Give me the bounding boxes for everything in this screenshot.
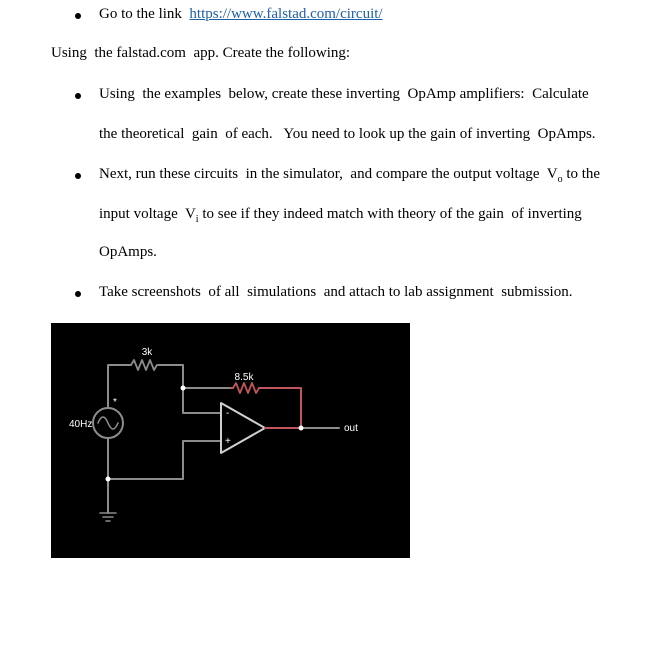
ground-icon [100, 513, 116, 521]
node [181, 386, 186, 391]
label-minus: - [226, 408, 230, 419]
circuit-screenshot [51, 323, 410, 558]
intro-text: Using the falstad.com app. Create the following: [51, 45, 351, 61]
bullet-1-line [99, 6, 383, 23]
circuit-diagram [51, 323, 410, 558]
label-source-marker: * [113, 397, 117, 408]
label-40hz: 40Hz [69, 419, 93, 430]
sine-icon [98, 417, 118, 429]
bullet-dot [75, 13, 81, 19]
bullet-1-prefix: Go to the link [99, 6, 182, 22]
wire-feedback-right [259, 388, 301, 428]
wire-to-plus [108, 438, 221, 479]
bullet-dot [75, 93, 81, 99]
resistor-8-5k [233, 383, 259, 393]
label-out: out [344, 423, 358, 434]
bullet-3-line-1-end: to the [562, 166, 601, 182]
nodes [106, 386, 304, 482]
bullet-dot [75, 291, 81, 297]
node [106, 477, 111, 482]
wire-source-top [108, 365, 131, 408]
bullet-3-line-1-text: Next, run these circuits in the simulator, and compare the output voltage V [99, 166, 558, 182]
hot-wires [231, 383, 301, 428]
subscript-i: i [195, 214, 199, 225]
node [299, 426, 304, 431]
bullet-2-line-1: Using the examples below, create these inverting OpAmp amplifiers: Calculate [99, 86, 589, 102]
wire-to-minus [183, 388, 221, 413]
resistor-3k [131, 360, 159, 370]
bullet-4-line: Take screenshots of all simulations and attach to lab assignment submission. [99, 284, 573, 300]
wire-resistor-right [159, 365, 183, 388]
falstad-link[interactable]: https://www.falstad.com/circuit/ [189, 6, 383, 22]
bullet-3-line-2-end: to see if they indeed match with theory of the gain of inverting [198, 206, 582, 222]
bullet-3-line-3: OpAmps. [99, 244, 157, 260]
bullet-3-line-2 [99, 206, 582, 225]
bullet-dot [75, 173, 81, 179]
bullet-3-line-1 [99, 166, 600, 185]
subscript-o: o [557, 174, 563, 185]
label-3k: 3k [141, 347, 153, 358]
label-8-5k: 8.5k [234, 372, 254, 383]
label-plus: + [225, 436, 231, 447]
bullet-3-line-2-text: input voltage V [99, 206, 196, 222]
bullet-2-line-2: the theoretical gain of each. You need to look up the gain of inverting OpAmps. [99, 126, 596, 142]
